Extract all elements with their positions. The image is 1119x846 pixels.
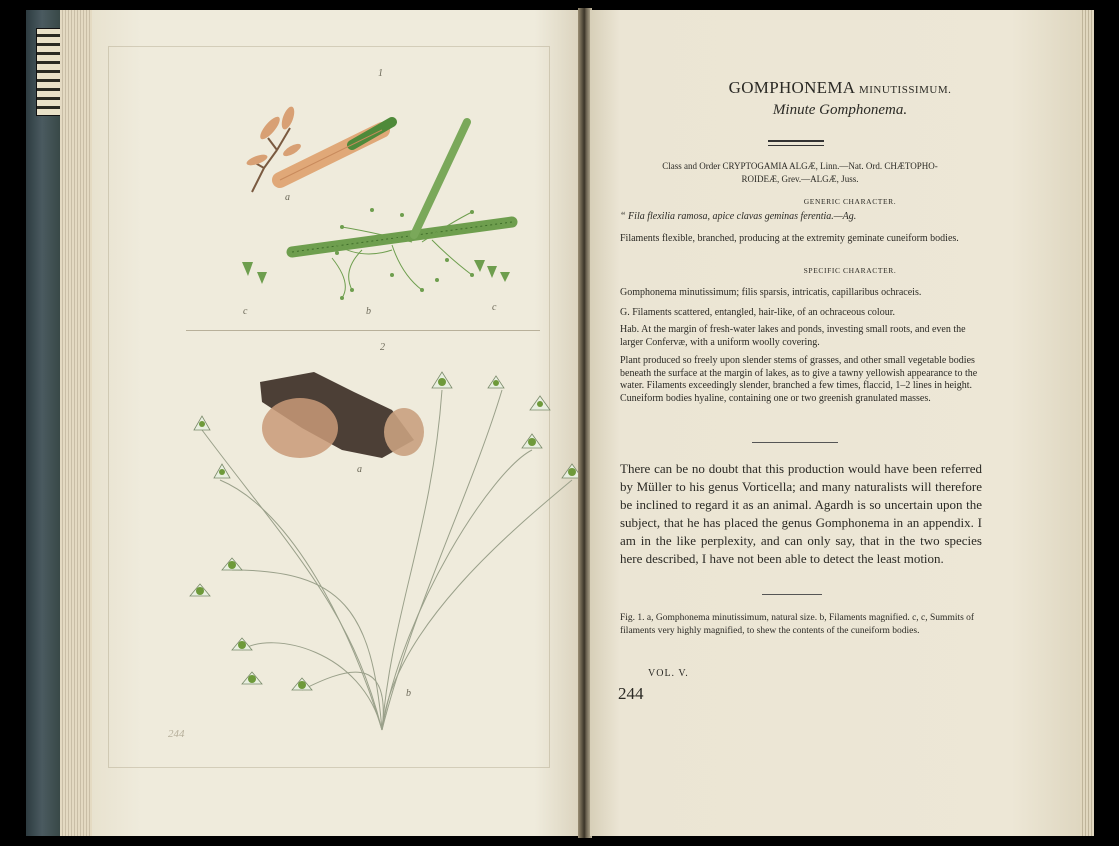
figure-1c-label-right: c — [492, 302, 497, 313]
plate-illustration — [92, 10, 584, 836]
right-page-edges — [1080, 10, 1094, 836]
figure-2a-label: a — [357, 464, 362, 475]
title-rule-top — [768, 140, 824, 142]
specific-character-latin: Gomphonema minutissimum; filis sparsis, intricatis, capillaribus ochraceis. — [620, 287, 922, 298]
figure-2b-label: b — [406, 688, 411, 699]
classification — [620, 160, 980, 186]
classification-line-2: ROIDEÆ, Grev.—ALGÆ, Juss. — [741, 174, 859, 184]
title-rule-bottom — [768, 145, 824, 146]
figure-1b-filaments — [292, 122, 512, 300]
left-page-edges — [60, 10, 94, 836]
figure-2-number: 2 — [380, 342, 385, 353]
figure-2a-stone — [260, 372, 424, 458]
volume-number: VOL. V. — [648, 668, 689, 679]
figure-1a-label: a — [285, 192, 290, 203]
section-rule — [752, 442, 838, 443]
page-subtitle: Minute Gomphonema. — [772, 102, 908, 118]
plate-number: 244 — [168, 728, 185, 740]
right-page-text — [590, 10, 1086, 836]
generic-character-english: Filaments flexible, branched, producing at the extremity geminate cuneiform bodies. — [620, 233, 959, 244]
generic-character-heading: GENERIC CHARACTER. — [803, 197, 897, 206]
page-number: 244 — [618, 684, 644, 703]
figure-1-number: 1 — [378, 68, 383, 79]
figure-1a-tuft — [245, 105, 392, 192]
generic-character-latin: “ Fila flexilia ramosa, apice clavas geminas ferentia.—Ag. — [620, 211, 857, 222]
figure-1c-summits — [242, 260, 510, 284]
plant-description: Plant produced so freely upon slender stems of grasses, and other small vegetable bodies beneath the surface at the margin of lakes, as to give a tawny yellowish appearance to the water. Filaments exceedingly slender, branched a few times, flaccid, 1–2 lines in height. Cuneiform bodies hyaline, containing one or two greenish granulated masses. — [620, 355, 978, 404]
figure-caption: Fig. 1. a, Gomphonema minutissimum, natural size. b, Filaments magnified. c, c, Summits of filaments very highly magnified, to shew the contents of the cuneiform bodies. — [620, 613, 975, 636]
figure-1b-label: b — [366, 306, 371, 317]
page-title — [600, 78, 1080, 98]
title-genus: GOMPHONEMA — [728, 78, 855, 97]
figure-1c-label-left: c — [243, 306, 248, 317]
classification-line-1: Class and Order CRYPTOGAMIA ALGÆ, Linn.—Nat. Ord. CHÆTOPHO- — [662, 161, 938, 171]
caption-rule — [762, 594, 822, 595]
habitat-paragraph: Hab. At the margin of fresh-water lakes and ponds, investing small roots, and even the larger Confervæ, with a uniform woolly covering. — [620, 324, 966, 348]
plate-divider — [186, 330, 540, 331]
specific-character-heading: SPECIFIC CHARACTER. — [803, 266, 897, 275]
specific-character-english: G. Filaments scattered, entangled, hair-like, of an ochraceous colour. — [620, 307, 895, 318]
main-paragraph: There can be no doubt that this production would have been referred by Müller to his genus Vorticella; and many naturalists will therefore be inclined to regard it as an animal. Agardh is so uncertain upon the subject, that he has placed the genus Gomphonema in an appendix. I am in the like perplexity, and can only say, that in the two species here described, I have not been able to detect the least motion. — [620, 461, 982, 566]
title-species: MINUTISSIMUM. — [858, 84, 952, 96]
